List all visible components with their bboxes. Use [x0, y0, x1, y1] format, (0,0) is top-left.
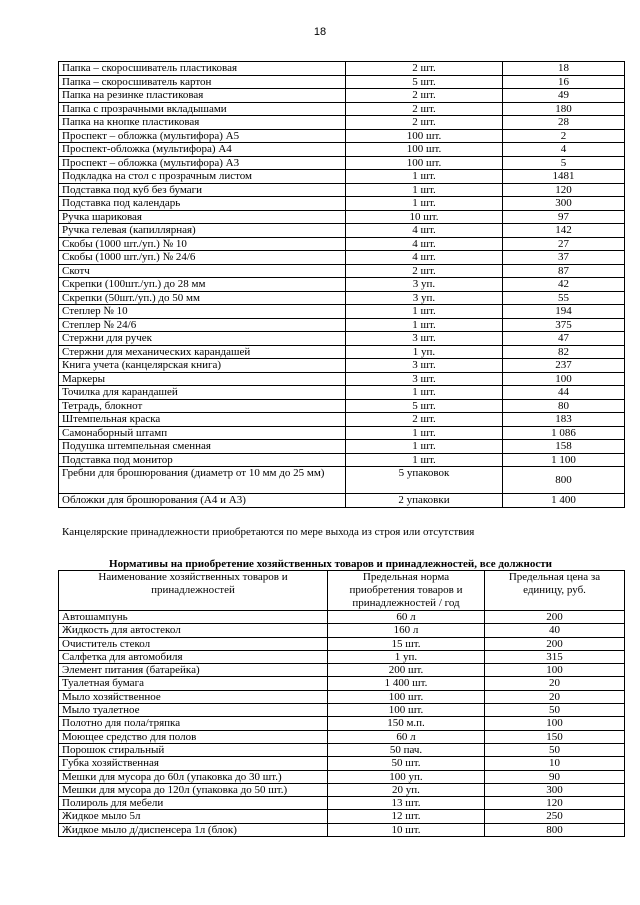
table-row [59, 664, 625, 677]
item-price: 120 [485, 797, 625, 810]
table-row [59, 305, 625, 319]
item-name: Порошок стиральный [59, 743, 328, 756]
item-price: 100 [503, 372, 625, 386]
table-row [59, 743, 625, 756]
table-row [59, 413, 625, 427]
item-price: 180 [503, 102, 625, 116]
item-name: Скрепки (100шт./уп.) до 28 мм [59, 278, 346, 292]
table-row [59, 730, 625, 743]
item-name: Мыло туалетное [59, 704, 328, 717]
item-quantity: 3 шт. [346, 332, 503, 346]
table-row [59, 386, 625, 400]
item-quantity: 2 упаковки [346, 494, 503, 508]
table-row [59, 318, 625, 332]
item-name: Обложки для брошюрования (А4 и А3) [59, 494, 346, 508]
item-quantity: 1 шт. [346, 426, 503, 440]
item-price: 237 [503, 359, 625, 373]
table-row [59, 156, 625, 170]
table-row [59, 62, 625, 76]
item-quantity: 2 шт. [346, 89, 503, 103]
item-price: 47 [503, 332, 625, 346]
supplies-note: Канцелярские принадлежности приобретаются по мере выхода из строя или отсутствия [62, 526, 475, 538]
item-quantity: 10 шт. [346, 210, 503, 224]
table-header-row [59, 571, 625, 611]
table-row [59, 291, 625, 305]
table-row [59, 143, 625, 157]
item-quantity: 2 шт. [346, 62, 503, 76]
item-quantity: 5 шт. [346, 75, 503, 89]
item-quantity: 3 уп. [346, 291, 503, 305]
item-price: 250 [485, 810, 625, 823]
table-row [59, 650, 625, 663]
item-quantity: 3 шт. [346, 359, 503, 373]
table-row [59, 345, 625, 359]
table-row [59, 359, 625, 373]
item-quantity: 1 шт. [346, 197, 503, 211]
item-price: 200 [485, 637, 625, 650]
item-quantity: 4 шт. [346, 251, 503, 265]
table-row [59, 704, 625, 717]
item-quantity: 60 л [328, 611, 485, 624]
item-name: Полироль для мебели [59, 797, 328, 810]
item-name: Папка на резинке пластиковая [59, 89, 346, 103]
item-quantity: 1 уп. [346, 345, 503, 359]
table-row [59, 467, 625, 494]
item-price: 375 [503, 318, 625, 332]
item-name: Скрепки (50шт./уп.) до 50 мм [59, 291, 346, 305]
table-row [59, 264, 625, 278]
item-name: Жидкое мыло д/диспенсера 1л (блок) [59, 823, 328, 836]
item-quantity: 1 шт. [346, 305, 503, 319]
item-quantity: 100 шт. [346, 156, 503, 170]
table-row [59, 75, 625, 89]
item-price: 10 [485, 757, 625, 770]
item-quantity: 2 шт. [346, 264, 503, 278]
table-row [59, 251, 625, 265]
item-quantity: 100 шт. [328, 704, 485, 717]
table-row [59, 372, 625, 386]
item-quantity: 20 уп. [328, 783, 485, 796]
header-name: Наименование хозяйственных товаров и принадлежностей [59, 571, 328, 611]
item-name: Мыло хозяйственное [59, 690, 328, 703]
table-row [59, 717, 625, 730]
table-row [59, 102, 625, 116]
item-name: Жидкость для автостекол [59, 624, 328, 637]
item-name: Проспект – обложка (мультифора) А3 [59, 156, 346, 170]
item-price: 100 [485, 717, 625, 730]
item-name: Папка – скоросшиватель пластиковая [59, 62, 346, 76]
item-price: 27 [503, 237, 625, 251]
item-quantity: 1 шт. [346, 453, 503, 467]
table-row [59, 810, 625, 823]
item-quantity: 12 шт. [328, 810, 485, 823]
item-price: 300 [485, 783, 625, 796]
table-row [59, 783, 625, 796]
item-price: 142 [503, 224, 625, 238]
item-price: 315 [485, 650, 625, 663]
item-name: Салфетка для автомобиля [59, 650, 328, 663]
item-name: Подушка штемпельная сменная [59, 440, 346, 454]
item-price: 1 086 [503, 426, 625, 440]
item-quantity: 3 шт. [346, 372, 503, 386]
item-name: Подставка под монитор [59, 453, 346, 467]
item-price: 55 [503, 291, 625, 305]
header-norm: Предельная норма приобретения товаров и принадлежностей / год [328, 571, 485, 611]
table-row [59, 453, 625, 467]
item-quantity: 10 шт. [328, 823, 485, 836]
item-quantity: 100 шт. [328, 690, 485, 703]
item-name: Автошампунь [59, 611, 328, 624]
table-row [59, 197, 625, 211]
item-name: Степлер № 10 [59, 305, 346, 319]
table-row [59, 170, 625, 184]
item-price: 18 [503, 62, 625, 76]
item-price: 37 [503, 251, 625, 265]
item-quantity: 4 шт. [346, 237, 503, 251]
item-price: 300 [503, 197, 625, 211]
item-price: 97 [503, 210, 625, 224]
item-name: Проспект – обложка (мультифора) А5 [59, 129, 346, 143]
item-price: 194 [503, 305, 625, 319]
item-quantity: 1 шт. [346, 170, 503, 184]
table-row [59, 278, 625, 292]
item-quantity: 100 шт. [346, 143, 503, 157]
item-quantity: 5 шт. [346, 399, 503, 413]
item-name: Элемент питания (батарейка) [59, 664, 328, 677]
item-quantity: 1 уп. [328, 650, 485, 663]
item-name: Скобы (1000 шт./уп.) № 24/6 [59, 251, 346, 265]
item-name: Мешки для мусора до 120л (упаковка до 50 шт.) [59, 783, 328, 796]
item-price: 82 [503, 345, 625, 359]
item-quantity: 13 шт. [328, 797, 485, 810]
table-row [59, 224, 625, 238]
item-name: Самонаборный штамп [59, 426, 346, 440]
item-quantity: 1 шт. [346, 183, 503, 197]
item-quantity: 50 пач. [328, 743, 485, 756]
item-price: 4 [503, 143, 625, 157]
item-name: Мешки для мусора до 60л (упаковка до 30 шт.) [59, 770, 328, 783]
table-row [59, 399, 625, 413]
table-row [59, 797, 625, 810]
item-quantity: 2 шт. [346, 413, 503, 427]
item-name: Подкладка на стол с прозрачным листом [59, 170, 346, 184]
item-quantity: 50 шт. [328, 757, 485, 770]
item-name: Скотч [59, 264, 346, 278]
table-row [59, 677, 625, 690]
item-quantity: 100 уп. [328, 770, 485, 783]
item-price: 100 [485, 664, 625, 677]
item-price: 20 [485, 677, 625, 690]
item-price: 44 [503, 386, 625, 400]
item-name: Стержни для механических карандашей [59, 345, 346, 359]
page-number: 18 [313, 26, 327, 38]
item-quantity: 100 шт. [346, 129, 503, 143]
item-name: Степлер № 24/6 [59, 318, 346, 332]
table-row [59, 770, 625, 783]
item-price: 183 [503, 413, 625, 427]
item-name: Ручка гелевая (капиллярная) [59, 224, 346, 238]
item-name: Туалетная бумага [59, 677, 328, 690]
item-quantity: 1 шт. [346, 318, 503, 332]
item-price: 1 100 [503, 453, 625, 467]
item-name: Книга учета (канцелярская книга) [59, 359, 346, 373]
item-price: 20 [485, 690, 625, 703]
table-row [59, 116, 625, 130]
item-price: 16 [503, 75, 625, 89]
item-name: Точилка для карандашей [59, 386, 346, 400]
item-price: 120 [503, 183, 625, 197]
item-name: Штемпельная краска [59, 413, 346, 427]
item-price: 800 [485, 823, 625, 836]
item-name: Папка на кнопке пластиковая [59, 116, 346, 130]
item-name: Папка с прозрачными вкладышами [59, 102, 346, 116]
item-quantity: 5 упаковок [346, 467, 503, 494]
item-price: 2 [503, 129, 625, 143]
table-row [59, 757, 625, 770]
item-price: 1481 [503, 170, 625, 184]
table-row [59, 237, 625, 251]
item-name: Папка – скоросшиватель картон [59, 75, 346, 89]
item-price: 50 [485, 743, 625, 756]
item-price: 158 [503, 440, 625, 454]
item-name: Проспект-обложка (мультифора) А4 [59, 143, 346, 157]
item-name: Полотно для пола/тряпка [59, 717, 328, 730]
item-price: 150 [485, 730, 625, 743]
item-name: Маркеры [59, 372, 346, 386]
item-quantity: 2 шт. [346, 116, 503, 130]
household-goods-table [58, 570, 625, 837]
table-row [59, 440, 625, 454]
item-name: Губка хозяйственная [59, 757, 328, 770]
section-title: Нормативы на приобретение хозяйственных товаров и принадлежностей, все должности [109, 558, 552, 570]
table-row [59, 637, 625, 650]
item-price: 80 [503, 399, 625, 413]
item-name: Скобы (1000 шт./уп.) № 10 [59, 237, 346, 251]
item-quantity: 2 шт. [346, 102, 503, 116]
item-quantity: 1 400 шт. [328, 677, 485, 690]
item-quantity: 4 шт. [346, 224, 503, 238]
item-price: 1 400 [503, 494, 625, 508]
table-row [59, 494, 625, 508]
table-row [59, 624, 625, 637]
item-name: Подставка под куб без бумаги [59, 183, 346, 197]
item-quantity: 200 шт. [328, 664, 485, 677]
item-name: Жидкое мыло 5л [59, 810, 328, 823]
office-supplies-table [58, 61, 625, 508]
item-name: Тетрадь, блокнот [59, 399, 346, 413]
item-price: 200 [485, 611, 625, 624]
table-row [59, 426, 625, 440]
item-quantity: 60 л [328, 730, 485, 743]
item-name: Ручка шариковая [59, 210, 346, 224]
table-row [59, 129, 625, 143]
item-quantity: 160 л [328, 624, 485, 637]
item-quantity: 1 шт. [346, 386, 503, 400]
item-name: Очиститель стекол [59, 637, 328, 650]
item-price: 28 [503, 116, 625, 130]
table-row [59, 89, 625, 103]
table-row [59, 210, 625, 224]
item-price: 40 [485, 624, 625, 637]
item-name: Моющее средство для полов [59, 730, 328, 743]
item-quantity: 1 шт. [346, 440, 503, 454]
item-price: 49 [503, 89, 625, 103]
item-name: Гребни для брошюрования (диаметр от 10 мм до 25 мм) [59, 467, 346, 494]
table-row [59, 332, 625, 346]
table-row [59, 690, 625, 703]
item-price: 50 [485, 704, 625, 717]
table-row [59, 823, 625, 836]
item-quantity: 15 шт. [328, 637, 485, 650]
item-price: 5 [503, 156, 625, 170]
item-name: Подставка под календарь [59, 197, 346, 211]
item-price: 87 [503, 264, 625, 278]
item-price: 42 [503, 278, 625, 292]
table-row [59, 611, 625, 624]
item-quantity: 150 м.п. [328, 717, 485, 730]
item-price: 90 [485, 770, 625, 783]
item-name: Стержни для ручек [59, 332, 346, 346]
item-price: 800 [503, 467, 625, 494]
item-quantity: 3 уп. [346, 278, 503, 292]
header-price: Предельная цена за единицу, руб. [485, 571, 625, 611]
table-row [59, 183, 625, 197]
